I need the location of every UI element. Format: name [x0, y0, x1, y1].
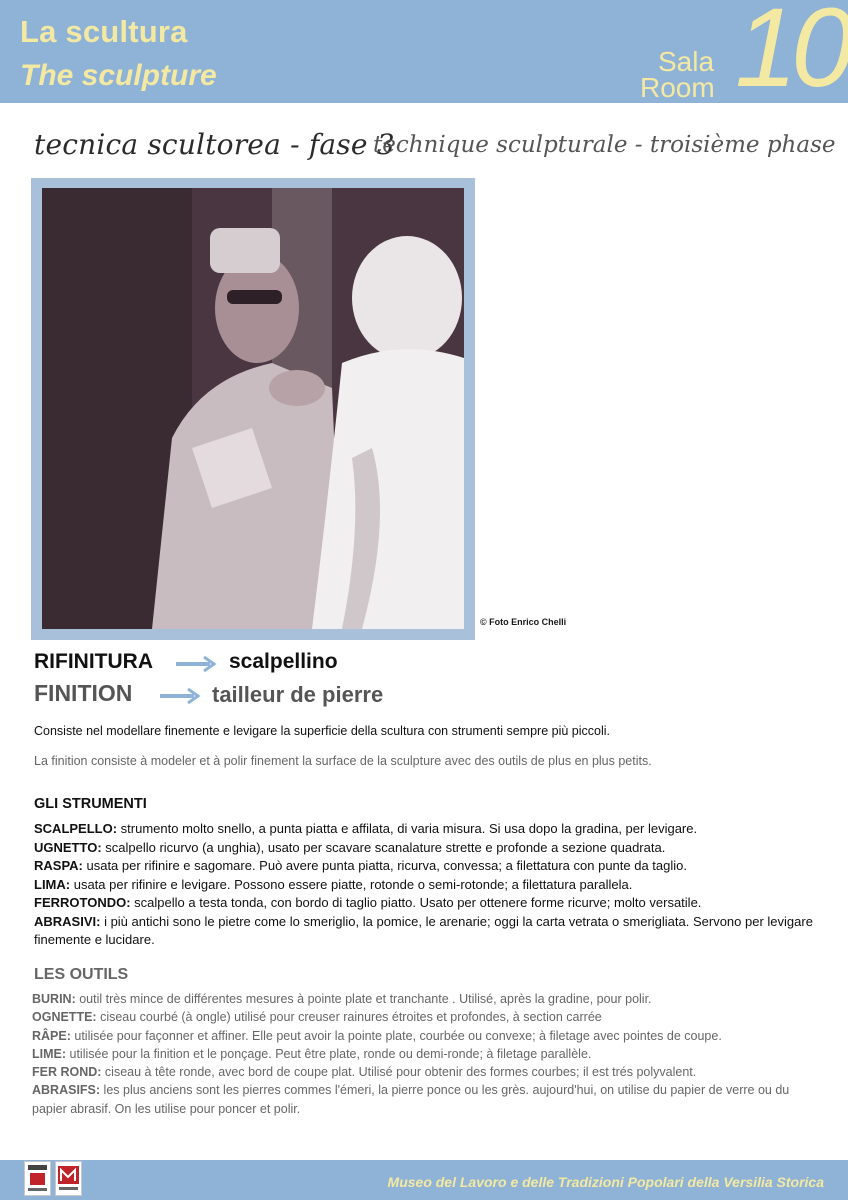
museum-name: Museo del Lavoro e delle Tradizioni Popolari della Versilia Storica [387, 1174, 824, 1190]
tool-name: ABRASIVI: [34, 913, 101, 929]
phase-title-italian: tecnica scultorea - fase 3 [34, 128, 395, 161]
tool-name: RÂPE: [32, 1028, 71, 1043]
museum-logo-graphic [56, 1162, 81, 1195]
list-item [34, 913, 824, 950]
title-italian: La scultura [20, 14, 188, 49]
sculptor-photo-illustration [42, 188, 464, 629]
rifinitura-target: scalpellino [229, 650, 338, 673]
tool-description: scalpello ricurvo (a unghia), usato per scavare scanalature strette e profonde a sezione quadrata. [101, 839, 666, 855]
list-item [34, 857, 824, 876]
tool-name: ABRASIFS: [32, 1083, 101, 1098]
museum-logo [55, 1161, 82, 1196]
tool-name: SCALPELLO: [34, 821, 118, 836]
list-item [34, 894, 824, 913]
list-item [32, 1081, 812, 1118]
tool-name: LIMA: [34, 876, 71, 892]
tool-name: FER ROND: [32, 1065, 102, 1080]
tools-italian-title: GLI STRUMENTI [34, 796, 147, 812]
list-item [34, 876, 824, 895]
tool-description: usata per rifinire e levigare. Possono essere piatte, rotonde o semi-rotonde; a filettatura parallela. [70, 876, 633, 892]
regione-toscana-logo [24, 1161, 51, 1196]
tools-french-title: LES OUTILS [34, 966, 129, 983]
regione-toscana-logo-graphic [25, 1162, 50, 1195]
list-item [32, 1063, 812, 1081]
tools-french-list [32, 990, 812, 1118]
description-italian: Consiste nel modellare finemente e levigare la superficie della scultura con strumenti sempre più piccoli. [34, 724, 610, 738]
description-french: La finition consiste à modeler et à polir finement la surface de la sculpture avec des outils de plus en plus petits. [34, 754, 652, 768]
title-english: The sculpture [20, 59, 217, 92]
tool-description: i più antichi sono le pietre come lo smeriglio, la pomice, le arenarie; oggi la carta vetrata o smerigliata. Servono per levigare finemente e lucidare. [34, 913, 813, 947]
sculptor-photo [42, 188, 464, 629]
tool-name: UGNETTO: [34, 839, 102, 855]
tool-description: utilisée pour la finition et le ponçage. Peut être plate, ronde ou demi-ronde; à filetage parallèle. [66, 1046, 592, 1061]
room-label: Room [640, 72, 715, 103]
photo-credit: © Foto Enrico Chelli [480, 617, 567, 627]
list-item [32, 990, 812, 1008]
tool-description: les plus anciens sont les pierres commes l'émeri, la pierre ponce ou les grès. aujourd'hui, on utilise du papier de verre ou du papier abrasif. On les utilise pour poncer et polir. [32, 1083, 790, 1116]
tool-description: utilisée pour façonner et affiner. Elle peut avoir la pointe plate, courbée ou convexe; à filetage avec pointes de coupe. [70, 1028, 722, 1043]
tool-name: LIME: [32, 1046, 67, 1061]
list-item [32, 1027, 812, 1045]
list-item [34, 820, 824, 839]
tool-description: strumento molto snello, a punta piatta e affilata, di varia misura. Si usa dopo la gradina, per levigare. [117, 821, 698, 836]
tool-description: scalpello a testa tonda, con bordo di taglio piatto. Usato per ottenere forme ricurve; molto versatile. [130, 895, 702, 910]
tool-description: outil très mince de différentes mesures à pointe plate et tranchante . Utilisé, après la gradine, pour polir. [75, 992, 652, 1006]
list-item [32, 1045, 812, 1063]
phase-title-french: technique sculpturale - troisième phase [373, 132, 836, 158]
tool-description: usata per rifinire e sagomare. Può avere punta piatta, ricurva, convessa; a filettatura con punte da taglio. [82, 858, 688, 873]
finition-label: FINITION [34, 680, 133, 706]
list-item [34, 839, 824, 858]
tools-italian-list [34, 820, 824, 950]
tool-name: RASPA: [34, 858, 83, 873]
tool-name: BURIN: [32, 992, 76, 1006]
tool-name: FERROTONDO: [34, 895, 131, 910]
room-number: 10 [735, 0, 848, 110]
arrow-right-icon [160, 688, 202, 704]
finition-target: tailleur de pierre [212, 682, 384, 707]
tool-description: ciseau à tête ronde, avec bord de coupe plat. Utilisé pour obtenir des formes courbes; il est trés polyvalent. [101, 1065, 697, 1080]
sala-label: Sala [658, 46, 715, 77]
tool-description: ciseau courbé (à ongle) utilisé pour creuser rainures étroites et profondes, à section carrée [96, 1010, 602, 1025]
arrow-right-icon [176, 656, 218, 672]
list-item [32, 1008, 812, 1026]
tool-name: OGNETTE: [32, 1010, 97, 1025]
rifinitura-label: RIFINITURA [34, 650, 153, 673]
